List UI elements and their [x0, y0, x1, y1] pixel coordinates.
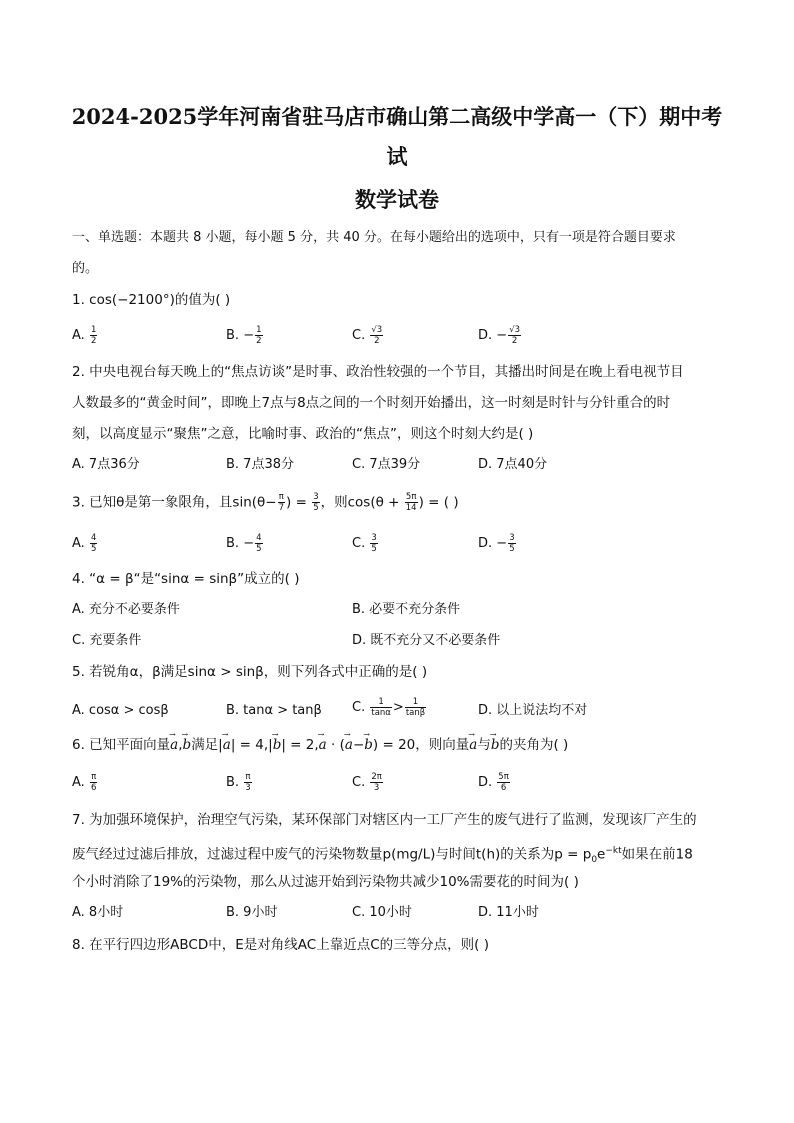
question-7-line1: 7. 为加强环境保护，治理空气污染，某环保部门对辖区内一工厂产生的废气进行了监测，发现该厂产生的	[72, 812, 697, 828]
q4-option-a: A. 充分不必要条件	[72, 602, 180, 617]
question-2-line1: 2. 中央电视台每天晚上的“焦点访谈”是时事、政治性较强的一个节目，其播出时间是在晚上看电视节目	[72, 364, 684, 380]
q4-option-c: C. 充要条件	[72, 633, 142, 648]
q1-option-c: C. $\frac{√3}{2}$	[352, 325, 383, 346]
exam-title-line1: 2024-2025学年河南省驻马店市确山第二高级中学高一（下）期中考	[71, 104, 723, 129]
q6-option-d: D. $\frac{5\pi}{6}$	[478, 772, 509, 793]
q6-option-a: A. $\frac{\pi}{6}$	[72, 772, 97, 793]
q3-option-d: D. − $\frac{3}{5}$	[478, 533, 515, 554]
q7-option-a: A. 8小时	[72, 905, 124, 920]
q2-option-a: A. 7点36分	[72, 457, 140, 472]
question-7-line2: 废气经过过滤后排放，过滤过程中废气的污染物数量p(mg/L)与时间t(h)的关系为$p = p_0e^{-kt}$如果在前18	[72, 846, 693, 866]
q3-option-b: B. − $\frac{4}{5}$	[226, 533, 262, 554]
q7-option-b: B. 9小时	[226, 905, 278, 920]
q1-option-b: B. − $\frac{1}{2}$	[226, 325, 262, 346]
question-6-stem: 6. 已知平面向量a →,b →满足|a →| = 4,|b →| = 2,a → · (a →−b →) = 20，则向量a →与b →的夹角为( )	[72, 735, 568, 755]
q5-option-d: D. 以上说法均不对	[478, 703, 588, 718]
section-instructions-line2: 的。	[72, 261, 99, 276]
question-5-stem: 5. 若锐角α，β满足sinα > sinβ，则下列各式中正确的是( )	[72, 664, 428, 680]
q3-option-a: A. $\frac{4}{5}$	[72, 533, 97, 554]
q6-option-c: C. $\frac{2\pi}{3}$	[352, 772, 382, 793]
question-7-line3: 个小时消除了19%的污染物，那么从过滤开始到污染物共减少10%需要花的时间为( )	[72, 874, 579, 890]
exam-subtitle: 数学试卷	[355, 187, 439, 212]
q2-option-b: B. 7点38分	[226, 457, 294, 472]
q1-option-d: D. − $\frac{√3}{2}$	[478, 325, 521, 346]
section-instructions-line1: 一、单选题：本题共 8 小题，每小题 5 分，共 40 分。在每小题给出的选项中，只有一项是符合题目要求	[72, 230, 676, 245]
q5-option-b: B. tanα > tanβ	[226, 703, 322, 718]
q7-option-d: D. 11小时	[478, 905, 539, 920]
question-4-stem: 4. “α = β“是“sinα = sinβ”成立的( )	[72, 571, 300, 587]
question-1-stem: 1. cos(−2100°)的值为( )	[72, 292, 231, 308]
q7-option-c: C. 10小时	[352, 905, 412, 920]
q3-option-c: C. $\frac{3}{5}$	[352, 533, 377, 554]
q2-option-d: D. 7点40分	[478, 457, 548, 472]
q5-option-c: C. $\frac{1}{\tan\alpha}$ > $\frac{1}{\tan\beta}$	[352, 697, 426, 718]
q4-option-b: B. 必要不充分条件	[352, 602, 461, 617]
exam-title-line2: 试	[386, 144, 408, 169]
question-3-stem: 3. 已知θ是第一象限角，且sin(θ− $\frac{\pi}{7}$ ) = $\frac{3}{5}$ ，则cos(θ + $\frac{5\pi}{14}$ ) = ( )	[72, 492, 459, 513]
q6-option-b: B. $\frac{\pi}{3}$	[226, 772, 251, 793]
question-2-line3: 刻，以高度显示“聚焦”之意，比喻时事、政治的“焦点”，则这个时刻大约是( )	[72, 426, 534, 442]
question-2-line2: 人数最多的“黄金时间”，即晚上7点与8点之间的一个时刻开始播出，这一时刻是时针与分针重合的时	[72, 395, 671, 411]
q5-option-a: A. cosα > cosβ	[72, 703, 169, 718]
q4-option-d: D. 既不充分又不必要条件	[352, 633, 501, 648]
q2-option-c: C. 7点39分	[352, 457, 421, 472]
question-8-stem: 8. 在平行四边形ABCD中，E是对角线AC上靠近点C的三等分点，则( )	[72, 937, 489, 953]
q1-option-a: A. $\frac{1}{2}$	[72, 325, 97, 346]
